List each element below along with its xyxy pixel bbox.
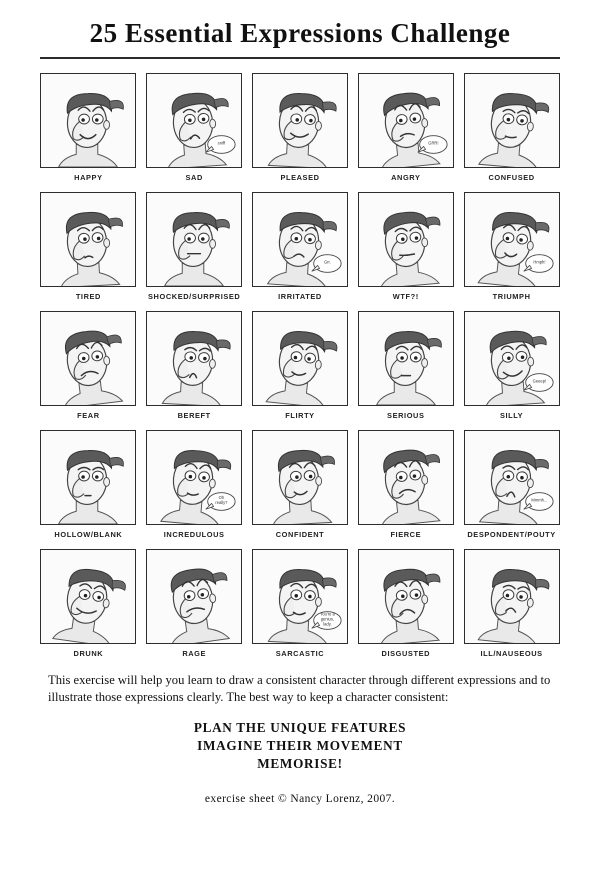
- expression-drawing-frame: [40, 192, 136, 287]
- svg-text:Mmmh...: Mmmh...: [531, 497, 547, 503]
- expression-cell: [146, 549, 243, 658]
- face-sketch-icon: [465, 74, 559, 167]
- expression-caption: TIRED: [75, 292, 101, 301]
- expression-cell: [252, 73, 349, 182]
- expression-drawing-frame: [252, 549, 348, 644]
- expression-drawing-frame: [464, 192, 560, 287]
- face-sketch-icon: [147, 431, 241, 524]
- plan-line-3: MEMORISE!: [257, 756, 343, 772]
- face-sketch-icon: [41, 312, 135, 405]
- expression-caption: WTF?!: [392, 292, 419, 301]
- expression-caption: ILL/NAUSEOUS: [480, 649, 543, 658]
- expression-caption: SARCASTIC: [275, 649, 325, 658]
- face-sketch-icon: [253, 74, 347, 167]
- expression-drawing-frame: [40, 73, 136, 168]
- plan-line-2: IMAGINE THEIR MOVEMENT: [197, 738, 403, 754]
- expression-drawing-frame: [40, 549, 136, 644]
- expression-caption: DRUNK: [73, 649, 104, 658]
- svg-text:genius,: genius,: [320, 616, 335, 622]
- expression-drawing-frame: [252, 430, 348, 525]
- expression-cell: [463, 549, 560, 658]
- face-sketch-icon: [147, 312, 241, 405]
- expression-cell: [146, 430, 243, 539]
- page-title: 25 Essential Expressions Challenge: [89, 18, 511, 48]
- expression-caption: FEAR: [77, 411, 100, 420]
- expression-cell: [357, 311, 454, 420]
- svg-text:Hmph!: Hmph!: [532, 259, 546, 265]
- svg-text:lady.: lady.: [323, 621, 332, 627]
- expression-drawing-frame: [40, 430, 136, 525]
- svg-text:Oh: Oh: [218, 494, 225, 500]
- expression-caption: RAGE: [182, 649, 207, 658]
- expression-cell: [40, 192, 137, 301]
- expression-caption: FLIRTY: [285, 411, 315, 420]
- expression-caption: TRIUMPH: [492, 292, 531, 301]
- plan-line-1: PLAN THE UNIQUE FEATURES: [193, 720, 407, 736]
- expression-cell: [357, 549, 454, 658]
- svg-text:sniff: sniff: [217, 140, 226, 146]
- expression-drawing-frame: [146, 73, 242, 168]
- expression-caption: DESPONDENT/POUTY: [467, 530, 556, 539]
- expression-drawing-frame: [146, 549, 242, 644]
- expression-caption: DISGUSTED: [381, 649, 431, 658]
- expression-caption: SERIOUS: [387, 411, 425, 420]
- svg-text:Grr.: Grr.: [323, 259, 331, 265]
- face-sketch-icon: [41, 550, 135, 643]
- face-sketch-icon: [465, 312, 559, 405]
- expression-caption: INCREDULOUS: [163, 530, 225, 539]
- face-sketch-icon: [147, 550, 241, 643]
- expression-cell: [146, 73, 243, 182]
- svg-text:You're a: You're a: [319, 611, 335, 617]
- expression-caption: CONFIDENT: [275, 530, 325, 539]
- expression-cell: [40, 73, 137, 182]
- expression-cell: [40, 311, 137, 420]
- face-sketch-icon: [359, 193, 453, 286]
- plan-block: [40, 719, 560, 772]
- face-sketch-icon: [253, 431, 347, 524]
- expressions-grid: [40, 73, 560, 666]
- expression-cell: [463, 430, 560, 539]
- expression-cell: [357, 73, 454, 182]
- face-sketch-icon: [359, 431, 453, 524]
- expression-drawing-frame: [146, 430, 242, 525]
- expression-drawing-frame: [358, 311, 454, 406]
- expression-drawing-frame: [464, 311, 560, 406]
- expression-cell: [252, 311, 349, 420]
- expression-caption: SAD: [185, 173, 203, 182]
- expression-cell: [40, 430, 137, 539]
- expression-drawing-frame: [146, 192, 242, 287]
- expression-cell: [463, 311, 560, 420]
- expression-drawing-frame: [464, 430, 560, 525]
- face-sketch-icon: [41, 193, 135, 286]
- expression-drawing-frame: [358, 430, 454, 525]
- face-sketch-icon: [359, 550, 453, 643]
- face-sketch-icon: [41, 431, 135, 524]
- face-sketch-icon: [465, 431, 559, 524]
- expression-cell: [146, 311, 243, 420]
- face-sketch-icon: [465, 193, 559, 286]
- face-sketch-icon: [147, 193, 241, 286]
- expression-drawing-frame: [358, 73, 454, 168]
- expression-cell: [463, 73, 560, 182]
- expression-cell: [252, 430, 349, 539]
- expression-caption: SILLY: [499, 411, 524, 420]
- expression-caption: CONFUSED: [488, 173, 535, 182]
- expression-drawing-frame: [358, 192, 454, 287]
- expression-drawing-frame: [252, 311, 348, 406]
- svg-text:Geeep!: Geeep!: [532, 378, 546, 384]
- expression-drawing-frame: [464, 549, 560, 644]
- title-divider: [40, 57, 560, 59]
- expression-cell: [463, 192, 560, 301]
- face-sketch-icon: [465, 550, 559, 643]
- expression-drawing-frame: [358, 549, 454, 644]
- expression-caption: PLEASED: [280, 173, 320, 182]
- expression-caption: FIERCE: [390, 530, 422, 539]
- expression-drawing-frame: [146, 311, 242, 406]
- svg-text:really?: really?: [215, 500, 228, 506]
- expression-cell: [146, 192, 243, 301]
- expression-caption: HAPPY: [74, 173, 103, 182]
- face-sketch-icon: [253, 550, 347, 643]
- expression-drawing-frame: [464, 73, 560, 168]
- expression-cell: [252, 549, 349, 658]
- face-sketch-icon: [359, 312, 453, 405]
- expression-caption: BEREFT: [177, 411, 211, 420]
- expression-drawing-frame: [252, 73, 348, 168]
- expression-cell: [252, 192, 349, 301]
- expression-drawing-frame: [252, 192, 348, 287]
- credit-line: exercise sheet © Nancy Lorenz, 2007.: [204, 792, 396, 805]
- expression-caption: IRRITATED: [278, 292, 322, 301]
- face-sketch-icon: [41, 74, 135, 167]
- svg-text:GRR!: GRR!: [428, 140, 439, 146]
- expression-cell: [357, 192, 454, 301]
- face-sketch-icon: [253, 312, 347, 405]
- face-sketch-icon: [253, 193, 347, 286]
- face-sketch-icon: [147, 74, 241, 167]
- expression-caption: HOLLOW/BLANK: [54, 530, 123, 539]
- expression-cell: [357, 430, 454, 539]
- face-sketch-icon: [359, 74, 453, 167]
- expression-drawing-frame: [40, 311, 136, 406]
- expression-caption: SHOCKED/SURPRISED: [148, 292, 241, 301]
- instructions-paragraph: This exercise will help you learn to draw a consistent character through different expressions and to illustrate those expressions clearly. The best way to keep a character consistent:: [48, 673, 551, 704]
- expression-caption: ANGRY: [391, 173, 421, 182]
- expression-cell: [40, 549, 137, 658]
